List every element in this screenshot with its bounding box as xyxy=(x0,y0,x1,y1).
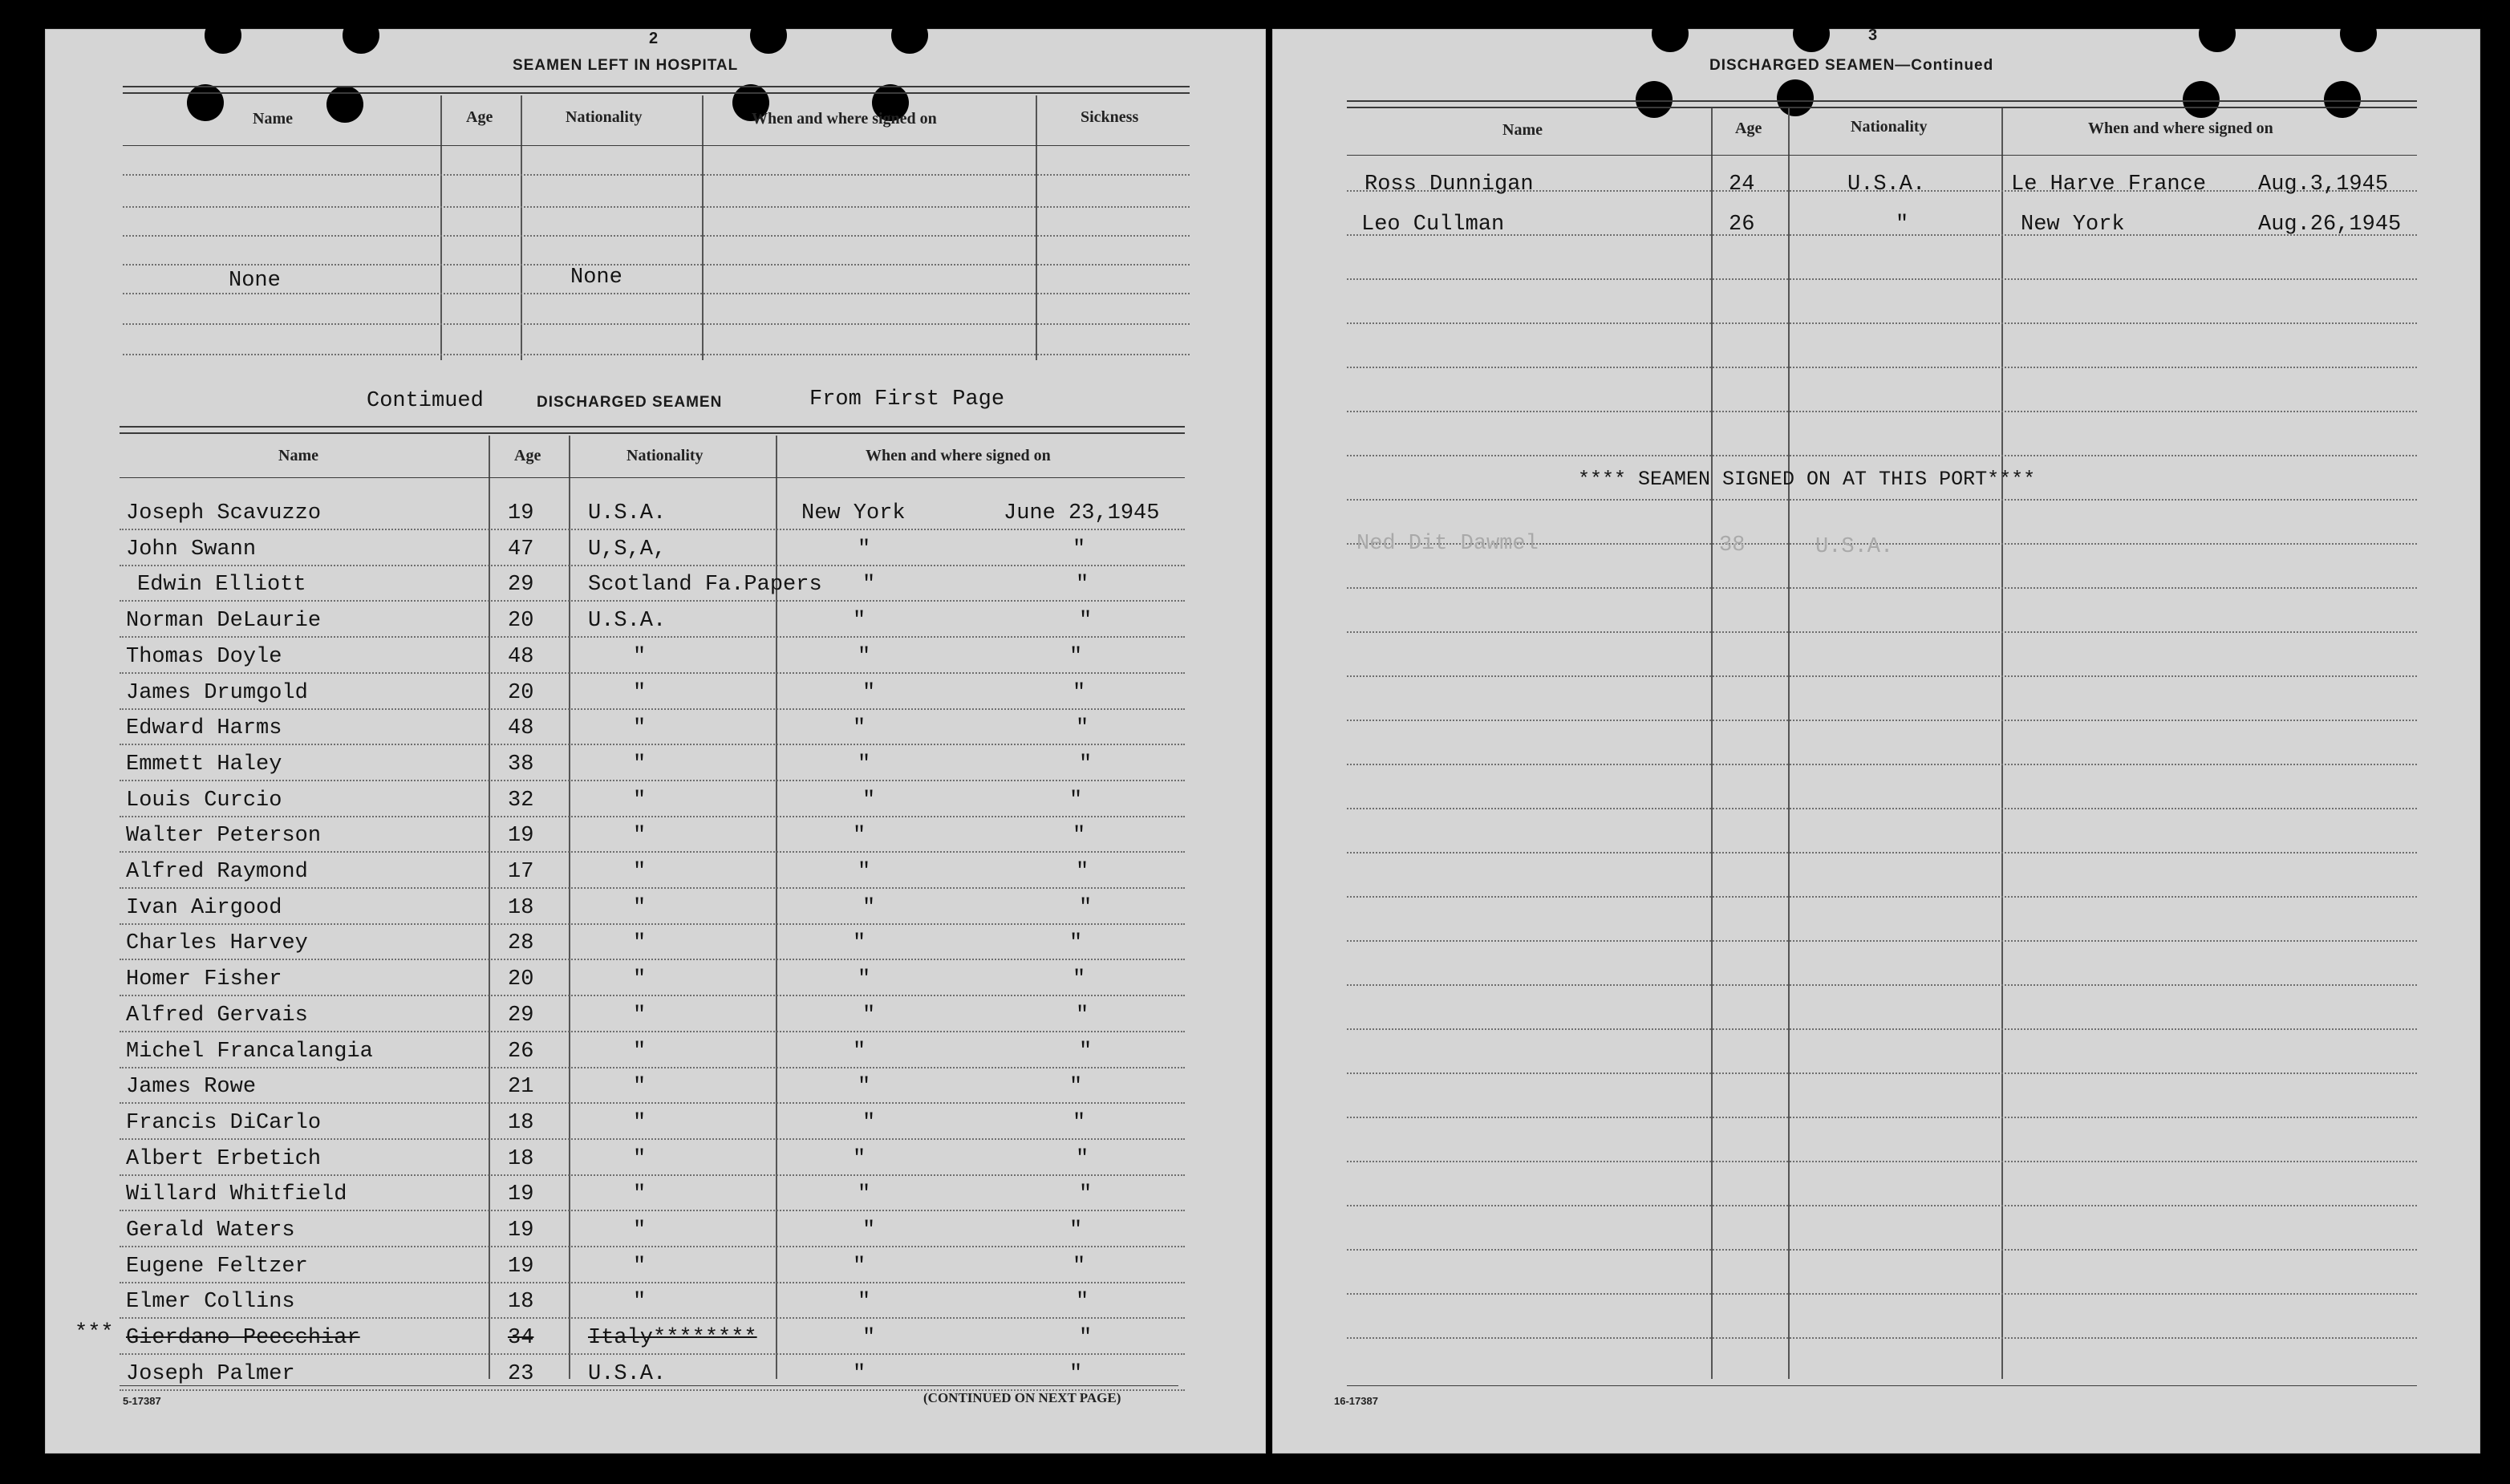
punch-hole xyxy=(2324,81,2361,118)
seaman-name: Alfred Raymond xyxy=(126,860,308,884)
signed-on-place: " xyxy=(858,967,871,991)
seaman-nationality: " xyxy=(633,1075,647,1099)
punch-hole xyxy=(1777,79,1814,116)
signed-on-date: " xyxy=(1079,1326,1093,1350)
punch-hole xyxy=(326,86,363,123)
signed-on-place: " xyxy=(858,1075,871,1099)
signed-on-place: " xyxy=(853,1147,866,1171)
from-first-page-label: From First Page xyxy=(809,387,1005,412)
seaman-age: 18 xyxy=(508,1290,534,1314)
left-page xyxy=(45,29,1266,1454)
seaman-nationality: " xyxy=(633,681,647,705)
discharged-section-title: DISCHARGED SEAMEN xyxy=(537,394,723,411)
form-number: 16-17387 xyxy=(1334,1395,1378,1407)
signed-on-date: " xyxy=(1079,1040,1093,1064)
hospital-header-sickness: Sickness xyxy=(1081,108,1139,126)
seaman-name: Francis DiCarlo xyxy=(126,1111,322,1135)
seaman-name: Homer Fisher xyxy=(126,967,282,991)
signed-on-place: Le Harve France xyxy=(2011,172,2207,197)
seaman-age: 20 xyxy=(508,967,534,991)
seaman-name: Gierdano Peecchiar xyxy=(126,1326,360,1350)
signed-on-date: " xyxy=(1079,896,1093,920)
seaman-age: 23 xyxy=(508,1362,534,1386)
seaman-nationality: " xyxy=(633,931,647,955)
seaman-name: Alfred Gervais xyxy=(126,1004,308,1028)
signed-on-date: Aug.3,1945 xyxy=(2258,172,2389,197)
seaman-name: Elmer Collins xyxy=(126,1290,295,1314)
seaman-nationality: Italy******** xyxy=(588,1326,757,1350)
right-header-age: Age xyxy=(1735,120,1762,137)
signed-on-date: " xyxy=(1076,1290,1089,1314)
seaman-nationality: " xyxy=(633,896,647,920)
seaman-name: Norman DeLaurie xyxy=(126,609,322,633)
seaman-age: 26 xyxy=(508,1040,534,1064)
seaman-nationality: " xyxy=(633,789,647,813)
signed-on-place: " xyxy=(853,716,866,740)
seaman-nationality: " xyxy=(633,752,647,776)
seaman-nationality: " xyxy=(633,1040,647,1064)
punch-hole xyxy=(1636,81,1673,118)
punch-hole xyxy=(343,17,379,54)
row-marker: *** xyxy=(75,1321,114,1345)
signed-on-place: " xyxy=(862,896,876,920)
hospital-name-value: None xyxy=(229,269,281,293)
seaman-nationality: U.S.A. xyxy=(588,501,667,525)
page-number: 3 xyxy=(1868,26,1879,44)
discharged-header-age: Age xyxy=(514,447,541,464)
signed-on-place: " xyxy=(862,1004,876,1028)
signed-on-note: **** SEAMEN SIGNED ON AT THIS PORT**** xyxy=(1578,468,2036,491)
faint-entry-nationality: U.S.A. xyxy=(1815,535,1894,559)
signed-on-place: " xyxy=(853,609,866,633)
seaman-nationality: " xyxy=(633,967,647,991)
seaman-nationality: " xyxy=(633,1218,647,1243)
seaman-nationality: " xyxy=(633,645,647,669)
signed-on-date: " xyxy=(1073,537,1086,562)
signed-on-place: " xyxy=(858,1290,871,1314)
seaman-nationality: U.S.A. xyxy=(588,1362,667,1386)
seaman-age: 24 xyxy=(1729,172,1755,197)
seaman-nationality: " xyxy=(633,860,647,884)
seaman-name: Ivan Airgood xyxy=(126,896,282,920)
right-section-title: DISCHARGED SEAMEN—Continued xyxy=(1709,57,1994,74)
punch-hole xyxy=(891,17,928,54)
signed-on-place: New York xyxy=(2021,213,2125,237)
seaman-name: James Drumgold xyxy=(126,681,308,705)
signed-on-date: " xyxy=(1079,1182,1093,1206)
signed-on-date: " xyxy=(1076,573,1089,597)
discharged-header-name: Name xyxy=(278,447,318,464)
seaman-age: 19 xyxy=(508,1182,534,1206)
seaman-name: James Rowe xyxy=(126,1075,257,1099)
signed-on-date: " xyxy=(1076,1004,1089,1028)
signed-on-date: " xyxy=(1076,716,1089,740)
signed-on-place: " xyxy=(862,681,876,705)
signed-on-date: " xyxy=(1069,931,1083,955)
seaman-age: 32 xyxy=(508,789,534,813)
signed-on-place: " xyxy=(858,1182,871,1206)
seaman-name: Joseph Scavuzzo xyxy=(126,501,322,525)
seaman-nationality: " xyxy=(633,1004,647,1028)
seaman-name: Albert Erbetich xyxy=(126,1147,322,1171)
seaman-name: Michel Francalangia xyxy=(126,1040,373,1064)
seaman-age: 34 xyxy=(508,1326,534,1350)
seaman-name: John Swann xyxy=(126,537,257,562)
punch-hole xyxy=(2183,81,2220,118)
seaman-age: 28 xyxy=(508,931,534,955)
signed-on-date: " xyxy=(1073,967,1086,991)
signed-on-place: " xyxy=(862,573,876,597)
signed-on-place: " xyxy=(858,537,871,562)
seaman-age: 26 xyxy=(1729,213,1755,237)
seaman-age: 48 xyxy=(508,645,534,669)
right-page xyxy=(1272,26,2480,1454)
signed-on-place: " xyxy=(853,1255,866,1279)
signed-on-place: " xyxy=(853,824,866,848)
right-header-signed-on: When and where signed on xyxy=(2088,120,2273,137)
signed-on-place: " xyxy=(862,1111,876,1135)
seaman-nationality: " xyxy=(633,716,647,740)
discharged-header-nationality: Nationality xyxy=(626,447,704,464)
continued-footer: (CONTINUED ON NEXT PAGE) xyxy=(923,1390,1121,1405)
signed-on-date: " xyxy=(1069,645,1083,669)
seaman-nationality: " xyxy=(633,1111,647,1135)
signed-on-date: " xyxy=(1073,681,1086,705)
seaman-name: Ross Dunnigan xyxy=(1364,172,1534,197)
seaman-age: 29 xyxy=(508,573,534,597)
signed-on-date: " xyxy=(1079,609,1093,633)
seaman-nationality: " xyxy=(633,824,647,848)
seaman-age: 20 xyxy=(508,609,534,633)
signed-on-place: " xyxy=(853,931,866,955)
seaman-age: 38 xyxy=(508,752,534,776)
signed-on-place: " xyxy=(862,1326,876,1350)
seaman-nationality: U.S.A. xyxy=(588,609,667,633)
seaman-name: Thomas Doyle xyxy=(126,645,282,669)
seaman-name: Willard Whitfield xyxy=(126,1182,347,1206)
seaman-age: 47 xyxy=(508,537,534,562)
seaman-age: 29 xyxy=(508,1004,534,1028)
seaman-age: 19 xyxy=(508,1218,534,1243)
seaman-name: Charles Harvey xyxy=(126,931,308,955)
signed-on-date: Aug.26,1945 xyxy=(2258,213,2402,237)
seaman-nationality: Scotland Fa.Papers xyxy=(588,573,822,597)
punch-hole xyxy=(750,17,787,54)
seaman-name: Edward Harms xyxy=(126,716,282,740)
hospital-header-nationality: Nationality xyxy=(566,108,643,126)
signed-on-date: " xyxy=(1076,1147,1089,1171)
seaman-nationality: " xyxy=(1896,213,1909,237)
signed-on-place: " xyxy=(853,1040,866,1064)
signed-on-place: New York xyxy=(801,501,906,525)
continued-label: Contimued xyxy=(367,389,484,413)
signed-on-place: " xyxy=(858,752,871,776)
signed-on-date: June 23,1945 xyxy=(1004,501,1160,525)
seaman-nationality: U,S,A, xyxy=(588,537,667,562)
signed-on-place: " xyxy=(858,860,871,884)
seaman-age: 18 xyxy=(508,1147,534,1171)
hospital-header-name: Name xyxy=(253,110,293,128)
punch-hole xyxy=(205,17,241,54)
seaman-name: Gerald Waters xyxy=(126,1218,295,1243)
faint-entry-name: Ned Dit Dawmel xyxy=(1356,532,1539,556)
seaman-age: 17 xyxy=(508,860,534,884)
punch-hole xyxy=(1652,15,1689,52)
seaman-age: 48 xyxy=(508,716,534,740)
seaman-nationality: " xyxy=(633,1147,647,1171)
form-number: 5-17387 xyxy=(123,1395,161,1407)
punch-hole xyxy=(187,84,224,121)
signed-on-place: " xyxy=(862,1218,876,1243)
seaman-name: Edwin Elliott xyxy=(137,573,306,597)
seaman-name: Leo Cullman xyxy=(1361,213,1505,237)
discharged-header-signed-on: When and where signed on xyxy=(866,447,1051,464)
seaman-age: 19 xyxy=(508,1255,534,1279)
signed-on-place: " xyxy=(858,645,871,669)
signed-on-date: " xyxy=(1069,1362,1083,1386)
hospital-section-title: SEAMEN LEFT IN HOSPITAL xyxy=(513,57,739,74)
signed-on-place: " xyxy=(853,1362,866,1386)
signed-on-date: " xyxy=(1069,1075,1083,1099)
punch-hole xyxy=(1793,15,1830,52)
signed-on-date: " xyxy=(1073,824,1086,848)
seaman-nationality: " xyxy=(633,1290,647,1314)
signed-on-date: " xyxy=(1069,1218,1083,1243)
punch-hole xyxy=(2340,15,2377,52)
seaman-age: 18 xyxy=(508,1111,534,1135)
signed-on-date: " xyxy=(1069,789,1083,813)
signed-on-date: " xyxy=(1073,1111,1086,1135)
right-header-name: Name xyxy=(1502,121,1543,139)
signed-on-place: " xyxy=(862,789,876,813)
seaman-name: Eugene Feltzer xyxy=(126,1255,308,1279)
seaman-nationality: " xyxy=(633,1255,647,1279)
hospital-header-signed-on: When and where signed on xyxy=(752,110,937,128)
seaman-age: 19 xyxy=(508,824,534,848)
seaman-name: Walter Peterson xyxy=(126,824,322,848)
seaman-name: Louis Curcio xyxy=(126,789,282,813)
right-header-nationality: Nationality xyxy=(1851,118,1928,136)
seaman-nationality: U.S.A. xyxy=(1847,172,1926,197)
seaman-age: 20 xyxy=(508,681,534,705)
seaman-age: 18 xyxy=(508,896,534,920)
signed-on-date: " xyxy=(1079,752,1093,776)
faint-entry-age: 38 xyxy=(1719,533,1746,558)
hospital-header-age: Age xyxy=(466,108,493,126)
punch-hole xyxy=(2199,15,2236,52)
signed-on-date: " xyxy=(1073,1255,1086,1279)
seaman-age: 21 xyxy=(508,1075,534,1099)
page-number: 2 xyxy=(649,30,659,47)
hospital-nationality-value: None xyxy=(570,266,622,290)
seaman-nationality: " xyxy=(633,1182,647,1206)
seaman-name: Joseph Palmer xyxy=(126,1362,295,1386)
seaman-age: 19 xyxy=(508,501,534,525)
seaman-name: Emmett Haley xyxy=(126,752,282,776)
signed-on-date: " xyxy=(1076,860,1089,884)
